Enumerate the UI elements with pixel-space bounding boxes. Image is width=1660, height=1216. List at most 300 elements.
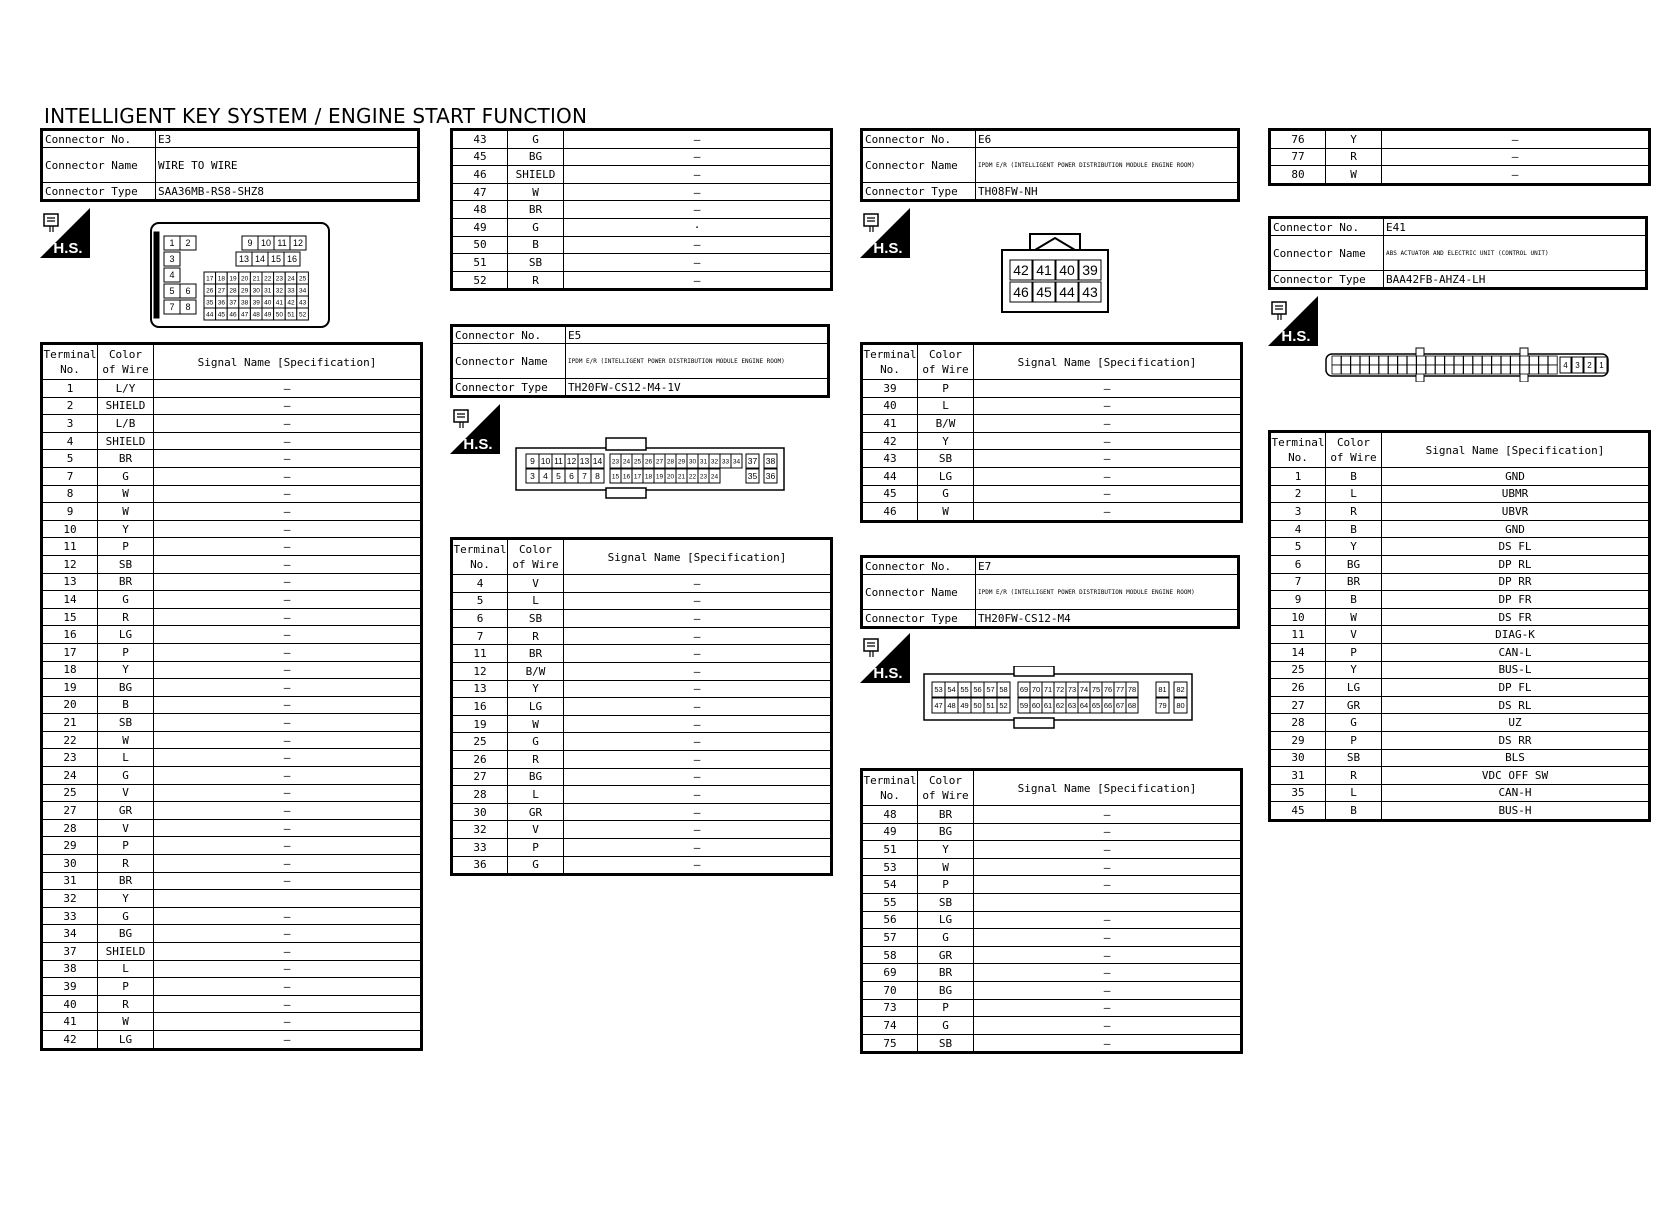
pin-label: 28 bbox=[666, 458, 675, 466]
terminal-header-line1: Terminal bbox=[43, 348, 97, 361]
e3-terminal-table-continued bbox=[450, 128, 833, 291]
terminal-header-line1: Terminal bbox=[863, 774, 917, 787]
wire-color: SHIELD bbox=[508, 166, 564, 184]
wire-color: B/W bbox=[918, 415, 974, 433]
pin-label: 40 bbox=[264, 299, 272, 307]
signal-name: – bbox=[154, 855, 422, 873]
wire-color: G bbox=[508, 733, 564, 751]
wire-color: P bbox=[98, 538, 154, 556]
label: Connector No. bbox=[862, 130, 976, 148]
pin-cell bbox=[1473, 356, 1482, 365]
table-row bbox=[42, 802, 422, 820]
terminal-no: 43 bbox=[452, 130, 508, 149]
terminal-no: 54 bbox=[862, 876, 918, 894]
signal-name: – bbox=[564, 130, 832, 149]
terminal-no: 50 bbox=[452, 236, 508, 254]
pin-cell bbox=[1360, 356, 1369, 365]
signal-name: – bbox=[564, 768, 832, 786]
wire-color: R bbox=[98, 855, 154, 873]
label: Connector Name bbox=[1270, 236, 1384, 271]
signal-name: – bbox=[154, 749, 422, 767]
pin-label: 4 bbox=[169, 270, 175, 281]
table-row bbox=[42, 679, 422, 697]
pin-label: 37 bbox=[229, 299, 237, 307]
color-header-line2: of Wire bbox=[1330, 451, 1377, 464]
wire-color: BR bbox=[918, 964, 974, 982]
wire-color: L bbox=[918, 397, 974, 415]
signal-name: – bbox=[154, 503, 422, 521]
terminal-no: 37 bbox=[42, 943, 98, 961]
table-row bbox=[42, 855, 422, 873]
terminal-no: 46 bbox=[452, 166, 508, 184]
wire-color: P bbox=[98, 978, 154, 996]
wire-color: G bbox=[918, 1017, 974, 1035]
pin-label: 29 bbox=[677, 458, 686, 466]
signal-name: – bbox=[564, 201, 832, 219]
signal-name: DS RR bbox=[1382, 731, 1650, 749]
table-header bbox=[1270, 432, 1650, 468]
signal-name: – bbox=[974, 981, 1242, 999]
page-title: INTELLIGENT KEY SYSTEM / ENGINE START FUNCTION bbox=[44, 104, 588, 128]
label: Connector Type bbox=[452, 379, 566, 397]
wire-color: G bbox=[98, 467, 154, 485]
table-row bbox=[42, 397, 422, 415]
table-row bbox=[452, 610, 832, 628]
signal-name: – bbox=[564, 838, 832, 856]
e41-info-table bbox=[1268, 216, 1648, 290]
table-row bbox=[42, 837, 422, 855]
signal-name: – bbox=[154, 485, 422, 503]
signal-name: GND bbox=[1382, 468, 1650, 486]
terminal-no: 16 bbox=[452, 698, 508, 716]
wire-color: P bbox=[1326, 643, 1382, 661]
hs-badge bbox=[860, 633, 910, 683]
signal-name: – bbox=[154, 679, 422, 697]
wire-color: LG bbox=[918, 467, 974, 485]
table-row bbox=[452, 183, 832, 201]
signal-name: – bbox=[564, 680, 832, 698]
signal-name: DP RR bbox=[1382, 573, 1650, 591]
wire-color: GR bbox=[508, 803, 564, 821]
pin-cell bbox=[1511, 356, 1520, 365]
wire-color: R bbox=[508, 627, 564, 645]
signal-name: – bbox=[154, 837, 422, 855]
connector-name: IPDM E/R (INTELLIGENT POWER DISTRIBUTION MODULE ENGINE ROOM) bbox=[976, 148, 1239, 183]
table-row bbox=[452, 803, 832, 821]
label: Connector Name bbox=[862, 148, 976, 183]
terminal-no: 11 bbox=[42, 538, 98, 556]
terminal-no: 1 bbox=[1270, 468, 1326, 486]
terminal-no: 1 bbox=[42, 380, 98, 398]
label: Connector Type bbox=[862, 610, 976, 628]
table-row bbox=[452, 592, 832, 610]
terminal-no: 24 bbox=[42, 767, 98, 785]
connector-latch bbox=[1014, 666, 1054, 676]
table-row bbox=[42, 696, 422, 714]
signal-name: – bbox=[564, 610, 832, 628]
signal-name: – bbox=[154, 397, 422, 415]
wire-color: G bbox=[918, 485, 974, 503]
table-row bbox=[42, 538, 422, 556]
signal-name: – bbox=[1382, 148, 1650, 166]
signal-name: – bbox=[154, 784, 422, 802]
e5-terminal-table bbox=[450, 537, 833, 876]
wire-color: V bbox=[1326, 626, 1382, 644]
wire-color: SB bbox=[918, 1034, 974, 1053]
hs-label: H.S. bbox=[1281, 328, 1311, 345]
table-row bbox=[1270, 608, 1650, 626]
pin-label: 3 bbox=[1575, 360, 1580, 370]
pin-label: 21 bbox=[677, 473, 686, 481]
terminal-no: 19 bbox=[42, 679, 98, 697]
wire-color: G bbox=[508, 218, 564, 236]
connector-housing bbox=[1002, 250, 1108, 312]
pin-label: 38 bbox=[765, 456, 776, 467]
terminal-no: 42 bbox=[862, 432, 918, 450]
pin-label: 23 bbox=[611, 458, 620, 466]
color-header-line1: Color bbox=[928, 774, 963, 787]
table-row bbox=[42, 995, 422, 1013]
pin-label: 69 bbox=[1019, 685, 1029, 695]
terminal-no: 30 bbox=[42, 855, 98, 873]
table-row bbox=[42, 591, 422, 609]
label: Connector Name bbox=[452, 344, 566, 379]
terminal-no: 31 bbox=[1270, 767, 1326, 785]
signal-name: DS FR bbox=[1382, 608, 1650, 626]
table-row bbox=[862, 981, 1242, 999]
wire-color: B bbox=[1326, 468, 1382, 486]
terminal-header-line1: Terminal bbox=[863, 348, 917, 361]
wire-color: B bbox=[1326, 520, 1382, 538]
pin-label: 48 bbox=[947, 701, 956, 711]
signal-name: – bbox=[974, 946, 1242, 964]
table-row bbox=[862, 415, 1242, 433]
pin-label: 11 bbox=[277, 238, 287, 249]
pin-label: 73 bbox=[1067, 685, 1077, 695]
table-row bbox=[1270, 767, 1650, 785]
table-row bbox=[452, 166, 832, 184]
connector-type: TH20FW-CS12-M4-1V bbox=[566, 379, 829, 397]
wire-color: R bbox=[98, 608, 154, 626]
wire-color: LG bbox=[918, 911, 974, 929]
table-row bbox=[862, 858, 1242, 876]
terminal-header bbox=[1270, 432, 1326, 468]
pin-cell bbox=[1520, 356, 1529, 365]
connector-latch bbox=[1030, 234, 1080, 250]
color-header-line1: Color bbox=[1336, 436, 1371, 449]
pin-cell bbox=[1539, 356, 1548, 365]
pin-label: 28 bbox=[229, 287, 237, 295]
wire-color: LG bbox=[98, 1030, 154, 1049]
connector-type: TH20FW-CS12-M4 bbox=[976, 610, 1239, 628]
wire-color: L bbox=[1326, 485, 1382, 503]
pin-cell bbox=[1426, 356, 1435, 365]
terminal-no: 40 bbox=[862, 397, 918, 415]
pin-label: 38 bbox=[240, 299, 249, 307]
pin-label: 2 bbox=[185, 238, 191, 249]
signal-name: DP RL bbox=[1382, 555, 1650, 573]
table-row bbox=[1270, 784, 1650, 802]
pin-label: 34 bbox=[732, 458, 741, 466]
e7-terminal-table-continued bbox=[1268, 128, 1651, 186]
label: Connector No. bbox=[862, 557, 976, 575]
pin-cell bbox=[1529, 365, 1538, 374]
pin-cell bbox=[1398, 365, 1407, 374]
pin-label: 40 bbox=[1059, 262, 1075, 279]
pin-label: 4 bbox=[543, 471, 548, 482]
signal-name: – bbox=[564, 575, 832, 593]
harness-side-icon bbox=[860, 208, 910, 258]
terminal-no: 58 bbox=[862, 946, 918, 964]
wire-color: V bbox=[98, 784, 154, 802]
wire-color: Y bbox=[508, 680, 564, 698]
signal-name: DIAG-K bbox=[1382, 626, 1650, 644]
pin-label: 63 bbox=[1067, 701, 1077, 711]
terminal-no: 13 bbox=[42, 573, 98, 591]
terminal-no: 38 bbox=[42, 960, 98, 978]
wire-color: GR bbox=[918, 946, 974, 964]
pin-label: 70 bbox=[1031, 685, 1041, 695]
pin-label: 65 bbox=[1091, 701, 1101, 711]
wire-color: BG bbox=[98, 679, 154, 697]
pin-label: 6 bbox=[185, 286, 191, 297]
signal-name: – bbox=[154, 591, 422, 609]
pin-label: 13 bbox=[579, 456, 590, 467]
terminal-no: 17 bbox=[42, 643, 98, 661]
table-row bbox=[452, 575, 832, 593]
terminal-no: 23 bbox=[42, 749, 98, 767]
color-header-line1: Color bbox=[928, 348, 963, 361]
table-row bbox=[862, 397, 1242, 415]
terminal-no: 16 bbox=[42, 626, 98, 644]
pin-label: 35 bbox=[747, 471, 758, 482]
table-row bbox=[42, 661, 422, 679]
signal-name: – bbox=[154, 380, 422, 398]
hs-badge bbox=[450, 404, 500, 454]
terminal-no: 4 bbox=[452, 575, 508, 593]
table-row bbox=[42, 731, 422, 749]
wire-color: G bbox=[98, 907, 154, 925]
pin-cell bbox=[1417, 356, 1426, 365]
pin-label: 10 bbox=[540, 456, 551, 467]
wire-color: BR bbox=[508, 201, 564, 219]
harness-side-icon bbox=[860, 633, 910, 683]
connector-name: IPDM E/R (INTELLIGENT POWER DISTRIBUTION MODULE ENGINE ROOM) bbox=[976, 575, 1239, 610]
table-row bbox=[862, 964, 1242, 982]
table-row bbox=[862, 823, 1242, 841]
terminal-no: 75 bbox=[862, 1034, 918, 1053]
pin-label: 51 bbox=[287, 311, 295, 319]
wire-color: BR bbox=[508, 645, 564, 663]
pin-label: 37 bbox=[747, 456, 758, 467]
signal-name bbox=[974, 893, 1242, 911]
wire-color: W bbox=[98, 485, 154, 503]
pin-cell bbox=[1360, 365, 1369, 374]
terminal-no: 44 bbox=[862, 467, 918, 485]
terminal-no: 34 bbox=[42, 925, 98, 943]
terminal-no: 46 bbox=[862, 503, 918, 522]
table-row bbox=[42, 1030, 422, 1049]
color-header-line1: Color bbox=[518, 543, 553, 556]
wire-color: G bbox=[508, 856, 564, 875]
terminal-no: 25 bbox=[1270, 661, 1326, 679]
signal-name: – bbox=[974, 432, 1242, 450]
terminal-no: 26 bbox=[452, 750, 508, 768]
pin-cell bbox=[1407, 365, 1416, 374]
signal-name: – bbox=[564, 786, 832, 804]
terminal-no: 11 bbox=[1270, 626, 1326, 644]
connector-name: IPDM E/R (INTELLIGENT POWER DISTRIBUTION MODULE ENGINE ROOM) bbox=[566, 344, 829, 379]
connector-no: E3 bbox=[156, 130, 419, 148]
signal-name: – bbox=[974, 503, 1242, 522]
pin-cell bbox=[1370, 356, 1379, 365]
pin-cell bbox=[1351, 356, 1360, 365]
pin-label: 27 bbox=[217, 287, 226, 295]
terminal-no: 48 bbox=[862, 806, 918, 824]
pin-cell bbox=[1341, 365, 1350, 374]
signal-name: – bbox=[974, 1017, 1242, 1035]
pin-label: 42 bbox=[1013, 262, 1029, 279]
label: Connector Type bbox=[1270, 271, 1384, 289]
wire-color: LG bbox=[98, 626, 154, 644]
hs-label: H.S. bbox=[53, 240, 83, 257]
pin-cell bbox=[1454, 356, 1463, 365]
pin-cell bbox=[1539, 365, 1548, 374]
pin-label: 9 bbox=[530, 456, 535, 467]
signal-name: GND bbox=[1382, 520, 1650, 538]
connector-no: E5 bbox=[566, 326, 829, 344]
table-row bbox=[452, 698, 832, 716]
wire-color: L bbox=[98, 960, 154, 978]
signal-name: – bbox=[974, 964, 1242, 982]
wire-color: BR bbox=[918, 806, 974, 824]
pin-label: 49 bbox=[960, 701, 969, 711]
pin-label: 66 bbox=[1103, 701, 1113, 711]
table-header bbox=[452, 539, 832, 575]
pin-label: 71 bbox=[1043, 685, 1053, 695]
terminal-no: 12 bbox=[452, 662, 508, 680]
terminal-no: 26 bbox=[1270, 679, 1326, 697]
wire-color: L/Y bbox=[98, 380, 154, 398]
terminal-no: 52 bbox=[452, 271, 508, 290]
pin-label: 5 bbox=[169, 286, 175, 297]
hs-badge bbox=[1268, 296, 1318, 346]
signal-name: · bbox=[564, 218, 832, 236]
wire-color: SB bbox=[98, 714, 154, 732]
terminal-header-line1: Terminal bbox=[453, 543, 507, 556]
pin-label: 80 bbox=[1176, 701, 1185, 711]
hs-label: H.S. bbox=[463, 436, 493, 453]
color-header bbox=[508, 539, 564, 575]
terminal-no: 11 bbox=[452, 645, 508, 663]
table-row bbox=[42, 784, 422, 802]
pin-label: 72 bbox=[1055, 685, 1065, 695]
pin-cell bbox=[1388, 356, 1397, 365]
signal-name: – bbox=[564, 166, 832, 184]
pin-label: 36 bbox=[217, 299, 226, 307]
wire-color: B bbox=[508, 236, 564, 254]
signal-name: – bbox=[154, 415, 422, 433]
wire-color: L bbox=[508, 592, 564, 610]
signal-name: – bbox=[154, 907, 422, 925]
pin-label: 75 bbox=[1091, 685, 1101, 695]
wire-color: SB bbox=[508, 610, 564, 628]
signal-name: VDC OFF SW bbox=[1382, 767, 1650, 785]
table-row bbox=[1270, 696, 1650, 714]
terminal-no: 45 bbox=[1270, 802, 1326, 821]
terminal-no: 49 bbox=[452, 218, 508, 236]
pin-label: 41 bbox=[1036, 262, 1052, 279]
terminal-no: 80 bbox=[1270, 166, 1326, 185]
pin-label: 4 bbox=[1563, 360, 1568, 370]
pin-label: 24 bbox=[710, 473, 719, 481]
pin-label: 14 bbox=[592, 456, 603, 467]
pin-label: 14 bbox=[254, 254, 266, 265]
table-row bbox=[1270, 573, 1650, 591]
terminal-no: 25 bbox=[452, 733, 508, 751]
signal-name: – bbox=[154, 520, 422, 538]
signal-name: – bbox=[564, 750, 832, 768]
table-row bbox=[862, 467, 1242, 485]
table-row bbox=[862, 841, 1242, 859]
table-row bbox=[1270, 643, 1650, 661]
table-row bbox=[42, 872, 422, 890]
signal-name: – bbox=[974, 380, 1242, 398]
e6-connector-diagram bbox=[1000, 232, 1110, 314]
hs-badge bbox=[40, 208, 90, 258]
signal-name: UBVR bbox=[1382, 503, 1650, 521]
pin-label: 2 bbox=[1587, 360, 1592, 370]
terminal-no: 45 bbox=[452, 148, 508, 166]
wire-color: G bbox=[98, 591, 154, 609]
signal-name: – bbox=[154, 608, 422, 626]
e41-connector-diagram bbox=[1324, 346, 1610, 382]
terminal-header bbox=[452, 539, 508, 575]
terminal-no: 6 bbox=[452, 610, 508, 628]
wire-color: V bbox=[508, 821, 564, 839]
pin-label: 22 bbox=[264, 275, 272, 283]
terminal-no: 28 bbox=[42, 819, 98, 837]
pin-cell bbox=[1464, 356, 1473, 365]
harness-side-icon bbox=[1268, 296, 1318, 346]
label: Connector Name bbox=[862, 575, 976, 610]
table-row bbox=[42, 1013, 422, 1031]
signal-name: – bbox=[154, 872, 422, 890]
pin-label: 3 bbox=[169, 254, 175, 265]
signal-name: – bbox=[974, 929, 1242, 947]
wire-color: P bbox=[98, 643, 154, 661]
pin-label: 1 bbox=[169, 238, 175, 249]
pin-label: 32 bbox=[275, 287, 284, 295]
signal-header: Signal Name [Specification] bbox=[974, 344, 1242, 380]
terminal-no: 10 bbox=[42, 520, 98, 538]
terminal-no: 36 bbox=[452, 856, 508, 875]
terminal-header-line2: No. bbox=[470, 558, 490, 571]
table-row bbox=[862, 911, 1242, 929]
wire-color: R bbox=[1326, 148, 1382, 166]
e6-terminal-table bbox=[860, 342, 1243, 523]
harness-side-icon bbox=[450, 404, 500, 454]
table-row bbox=[1270, 166, 1650, 185]
connector-type: BAA42FB-AHZ4-LH bbox=[1384, 271, 1647, 289]
terminal-no: 3 bbox=[42, 415, 98, 433]
terminal-no: 2 bbox=[42, 397, 98, 415]
table-row bbox=[862, 1017, 1242, 1035]
signal-name: – bbox=[974, 450, 1242, 468]
e5-connector-diagram bbox=[514, 436, 786, 500]
wire-color: L bbox=[508, 786, 564, 804]
wire-color: V bbox=[508, 575, 564, 593]
